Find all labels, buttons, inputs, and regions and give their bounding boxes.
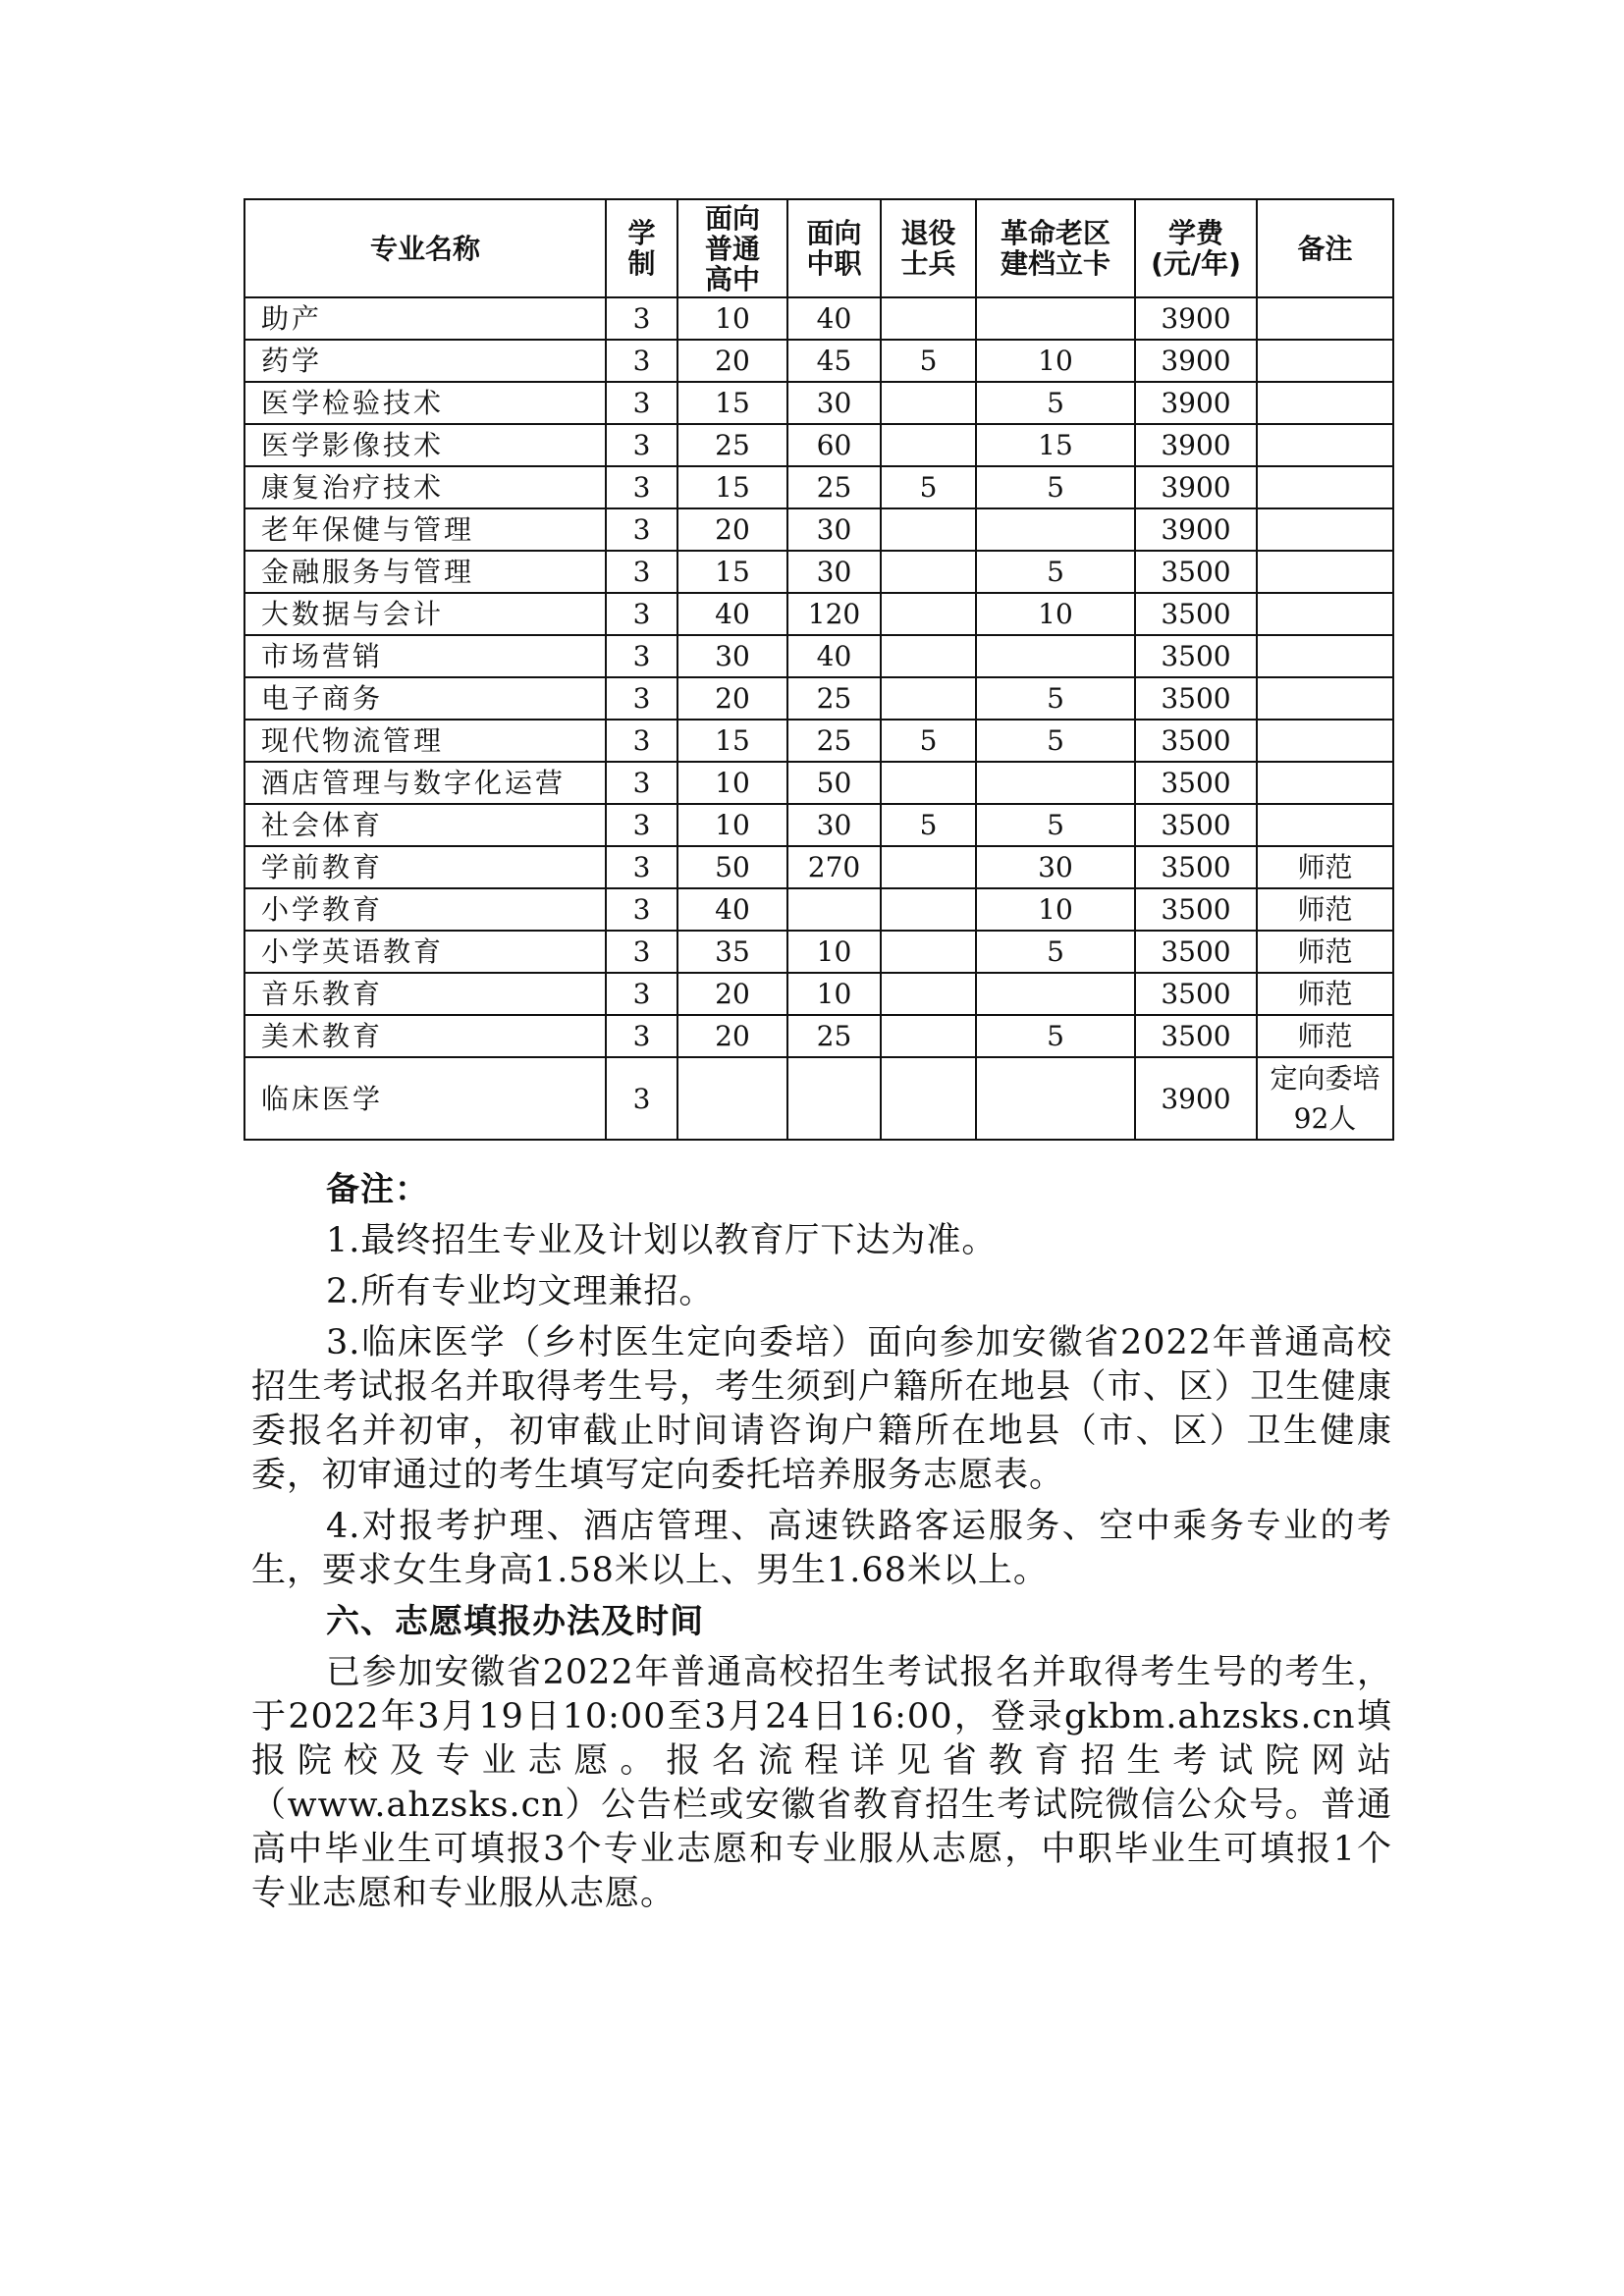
cell-remarks bbox=[1257, 466, 1393, 508]
cell-veterans bbox=[881, 762, 976, 804]
cell-years: 3 bbox=[606, 340, 677, 382]
cell-remarks: 师范 bbox=[1257, 931, 1393, 973]
cell-vocational: 30 bbox=[787, 551, 881, 593]
cell-veterans bbox=[881, 424, 976, 466]
table-row bbox=[244, 340, 1393, 382]
table-row bbox=[244, 635, 1393, 677]
cell-vocational: 270 bbox=[787, 846, 881, 888]
cell-vocational: 40 bbox=[787, 635, 881, 677]
note-item: 3.临床医学（乡村医生定向委培）面向参加安徽省2022年普通高校招生考试报名并取得考生号，考生须到户籍所在地县（市、区）卫生健康委报名并初审，初审截止时间请咨询户籍所在地县（市、区）卫生健康委，初审通过的考生填写定向委托培养服务志愿表。 bbox=[251, 1323, 1392, 1495]
cell-major-name: 金融服务与管理 bbox=[244, 551, 606, 593]
cell-veterans bbox=[881, 973, 976, 1015]
cell-general-high-school: 20 bbox=[677, 973, 787, 1015]
header-line: (元/年) bbox=[1151, 247, 1241, 280]
cell-remarks bbox=[1257, 762, 1393, 804]
cell-veterans bbox=[881, 888, 976, 931]
header-line: 退役 bbox=[900, 217, 956, 249]
cell-old-revolutionary-area: 30 bbox=[976, 846, 1135, 888]
header-line: 士兵 bbox=[900, 247, 956, 280]
cell-major-name: 电子商务 bbox=[244, 677, 606, 720]
cell-years: 3 bbox=[606, 931, 677, 973]
cell-years: 3 bbox=[606, 846, 677, 888]
cell-major-name: 学前教育 bbox=[244, 846, 606, 888]
header-remarks: 备注 bbox=[1257, 199, 1393, 297]
cell-major-name: 小学教育 bbox=[244, 888, 606, 931]
enrollment-plan-table bbox=[244, 198, 1394, 1141]
header-veterans bbox=[881, 199, 976, 297]
cell-major-name: 小学英语教育 bbox=[244, 931, 606, 973]
cell-veterans bbox=[881, 931, 976, 973]
cell-tuition: 3900 bbox=[1135, 1057, 1257, 1140]
note-item: 4.对报考护理、酒店管理、高速铁路客运服务、空中乘务专业的考生，要求女生身高1.58米以上、男生1.68米以上。 bbox=[251, 1507, 1392, 1590]
cell-veterans bbox=[881, 1057, 976, 1140]
cell-years: 3 bbox=[606, 297, 677, 340]
header-line: 普通 bbox=[704, 232, 760, 265]
cell-years: 3 bbox=[606, 804, 677, 846]
cell-major-name: 美术教育 bbox=[244, 1015, 606, 1057]
cell-general-high-school: 25 bbox=[677, 424, 787, 466]
cell-old-revolutionary-area: 10 bbox=[976, 593, 1135, 635]
cell-vocational: 30 bbox=[787, 382, 881, 424]
cell-veterans bbox=[881, 846, 976, 888]
cell-tuition: 3900 bbox=[1135, 424, 1257, 466]
cell-years: 3 bbox=[606, 593, 677, 635]
cell-tuition: 3500 bbox=[1135, 720, 1257, 762]
header-line: 中职 bbox=[806, 247, 862, 280]
header-major-name: 专业名称 bbox=[244, 199, 606, 297]
cell-vocational bbox=[787, 888, 881, 931]
cell-vocational: 10 bbox=[787, 973, 881, 1015]
cell-old-revolutionary-area bbox=[976, 1057, 1135, 1140]
cell-veterans bbox=[881, 635, 976, 677]
cell-years: 3 bbox=[606, 720, 677, 762]
cell-general-high-school: 10 bbox=[677, 762, 787, 804]
cell-remarks bbox=[1257, 677, 1393, 720]
cell-tuition: 3500 bbox=[1135, 762, 1257, 804]
header-years-line: 学 bbox=[627, 217, 656, 249]
cell-remarks bbox=[1257, 424, 1393, 466]
section-6-body: 已参加安徽省2022年普通高校招生考试报名并取得考生号的考生，于2022年3月19日10:00至3月24日16:00，登录gkbm.ahzsks.cn填报院校及专业志愿。报名流程详见省教育招生考试院网站（www.ahzsks.cn）公告栏或安徽省教育招生考试院微信公众号。普通高中毕业生可填报3个专业志愿和专业服从志愿，中职毕业生可填报1个专业志愿和专业服从志愿。 bbox=[251, 1653, 1392, 1913]
cell-tuition: 3500 bbox=[1135, 888, 1257, 931]
cell-years: 3 bbox=[606, 762, 677, 804]
cell-veterans: 5 bbox=[881, 804, 976, 846]
cell-veterans: 5 bbox=[881, 466, 976, 508]
table-row bbox=[244, 466, 1393, 508]
cell-old-revolutionary-area: 5 bbox=[976, 551, 1135, 593]
table-header-row bbox=[244, 199, 1393, 297]
cell-veterans: 5 bbox=[881, 340, 976, 382]
cell-veterans bbox=[881, 382, 976, 424]
table-row bbox=[244, 551, 1393, 593]
notes-section bbox=[251, 1168, 1392, 1923]
cell-old-revolutionary-area bbox=[976, 973, 1135, 1015]
header-vocational bbox=[787, 199, 881, 297]
table-row bbox=[244, 382, 1393, 424]
cell-vocational: 25 bbox=[787, 1015, 881, 1057]
cell-vocational: 50 bbox=[787, 762, 881, 804]
cell-years: 3 bbox=[606, 1015, 677, 1057]
cell-tuition: 3500 bbox=[1135, 846, 1257, 888]
header-general-high-school bbox=[677, 199, 787, 297]
cell-vocational: 60 bbox=[787, 424, 881, 466]
cell-general-high-school: 15 bbox=[677, 466, 787, 508]
table-row-clinical-medicine bbox=[244, 1057, 1393, 1140]
cell-years: 3 bbox=[606, 973, 677, 1015]
cell-tuition: 3900 bbox=[1135, 297, 1257, 340]
cell-tuition: 3900 bbox=[1135, 466, 1257, 508]
header-years-line: 制 bbox=[627, 247, 656, 280]
cell-general-high-school: 20 bbox=[677, 1015, 787, 1057]
cell-tuition: 3500 bbox=[1135, 593, 1257, 635]
table-row bbox=[244, 297, 1393, 340]
cell-veterans: 5 bbox=[881, 720, 976, 762]
cell-tuition: 3900 bbox=[1135, 508, 1257, 551]
cell-general-high-school: 35 bbox=[677, 931, 787, 973]
cell-old-revolutionary-area: 5 bbox=[976, 466, 1135, 508]
table-row bbox=[244, 677, 1393, 720]
cell-veterans bbox=[881, 508, 976, 551]
table-body bbox=[244, 297, 1393, 1140]
table-row bbox=[244, 593, 1393, 635]
cell-remarks bbox=[1257, 720, 1393, 762]
header-line: 面向 bbox=[704, 201, 760, 235]
cell-major-name: 社会体育 bbox=[244, 804, 606, 846]
table-row bbox=[244, 424, 1393, 466]
cell-general-high-school: 10 bbox=[677, 297, 787, 340]
cell-vocational: 25 bbox=[787, 466, 881, 508]
note-item: 2.所有专业均文理兼招。 bbox=[326, 1272, 715, 1311]
cell-years: 3 bbox=[606, 1057, 677, 1140]
cell-old-revolutionary-area: 5 bbox=[976, 720, 1135, 762]
cell-vocational: 40 bbox=[787, 297, 881, 340]
header-years bbox=[606, 199, 677, 297]
cell-general-high-school: 15 bbox=[677, 382, 787, 424]
cell-major-name: 市场营销 bbox=[244, 635, 606, 677]
cell-years: 3 bbox=[606, 888, 677, 931]
cell-general-high-school: 15 bbox=[677, 551, 787, 593]
cell-general-high-school: 20 bbox=[677, 508, 787, 551]
table-row bbox=[244, 846, 1393, 888]
table-row bbox=[244, 762, 1393, 804]
cell-tuition: 3900 bbox=[1135, 382, 1257, 424]
cell-remarks: 师范 bbox=[1257, 846, 1393, 888]
cell-general-high-school: 10 bbox=[677, 804, 787, 846]
cell-old-revolutionary-area: 5 bbox=[976, 382, 1135, 424]
cell-years: 3 bbox=[606, 635, 677, 677]
cell-tuition: 3500 bbox=[1135, 931, 1257, 973]
table-row bbox=[244, 973, 1393, 1015]
cell-old-revolutionary-area: 15 bbox=[976, 424, 1135, 466]
cell-vocational: 45 bbox=[787, 340, 881, 382]
cell-tuition: 3900 bbox=[1135, 340, 1257, 382]
cell-years: 3 bbox=[606, 424, 677, 466]
cell-remarks: 师范 bbox=[1257, 1015, 1393, 1057]
remark-line: 92人 bbox=[1293, 1102, 1357, 1135]
cell-old-revolutionary-area bbox=[976, 762, 1135, 804]
cell-general-high-school: 20 bbox=[677, 340, 787, 382]
cell-old-revolutionary-area: 5 bbox=[976, 804, 1135, 846]
cell-old-revolutionary-area: 5 bbox=[976, 1015, 1135, 1057]
header-line: 学费 bbox=[1167, 217, 1223, 249]
cell-remarks bbox=[1257, 593, 1393, 635]
cell-general-high-school: 15 bbox=[677, 720, 787, 762]
table-row bbox=[244, 508, 1393, 551]
cell-major-name: 音乐教育 bbox=[244, 973, 606, 1015]
cell-major-name: 康复治疗技术 bbox=[244, 466, 606, 508]
cell-years: 3 bbox=[606, 382, 677, 424]
cell-old-revolutionary-area bbox=[976, 635, 1135, 677]
table-row bbox=[244, 888, 1393, 931]
cell-vocational: 25 bbox=[787, 720, 881, 762]
cell-remarks bbox=[1257, 382, 1393, 424]
cell-vocational bbox=[787, 1057, 881, 1140]
note-item: 1.最终招生专业及计划以教育厅下达为准。 bbox=[326, 1221, 998, 1260]
cell-major-name: 现代物流管理 bbox=[244, 720, 606, 762]
cell-major-name: 酒店管理与数字化运营 bbox=[244, 762, 606, 804]
header-line: 建档立卡 bbox=[1000, 247, 1110, 280]
table-row bbox=[244, 720, 1393, 762]
cell-major-name: 助产 bbox=[244, 297, 606, 340]
cell-major-name: 医学检验技术 bbox=[244, 382, 606, 424]
cell-major-name: 大数据与会计 bbox=[244, 593, 606, 635]
cell-remarks: 师范 bbox=[1257, 888, 1393, 931]
cell-remarks bbox=[1257, 635, 1393, 677]
cell-veterans bbox=[881, 677, 976, 720]
cell-remarks bbox=[1257, 508, 1393, 551]
cell-years: 3 bbox=[606, 551, 677, 593]
notes-title: 备注： bbox=[326, 1170, 429, 1209]
cell-old-revolutionary-area bbox=[976, 297, 1135, 340]
remark-line: 定向委培 bbox=[1270, 1062, 1380, 1095]
table-row bbox=[244, 804, 1393, 846]
cell-tuition: 3500 bbox=[1135, 551, 1257, 593]
cell-veterans bbox=[881, 551, 976, 593]
header-line: 面向 bbox=[806, 217, 862, 249]
cell-general-high-school: 30 bbox=[677, 635, 787, 677]
cell-major-name: 医学影像技术 bbox=[244, 424, 606, 466]
cell-old-revolutionary-area: 5 bbox=[976, 931, 1135, 973]
section-6-title: 六、志愿填报办法及时间 bbox=[326, 1602, 704, 1641]
header-tuition bbox=[1135, 199, 1257, 297]
cell-tuition: 3500 bbox=[1135, 635, 1257, 677]
cell-remarks bbox=[1257, 804, 1393, 846]
cell-tuition: 3500 bbox=[1135, 1015, 1257, 1057]
cell-vocational: 30 bbox=[787, 508, 881, 551]
table-row bbox=[244, 931, 1393, 973]
cell-remarks bbox=[1257, 297, 1393, 340]
cell-general-high-school: 20 bbox=[677, 677, 787, 720]
cell-old-revolutionary-area: 10 bbox=[976, 888, 1135, 931]
cell-vocational: 25 bbox=[787, 677, 881, 720]
cell-years: 3 bbox=[606, 508, 677, 551]
cell-remarks bbox=[1257, 551, 1393, 593]
cell-vocational: 30 bbox=[787, 804, 881, 846]
cell-vocational: 10 bbox=[787, 931, 881, 973]
cell-old-revolutionary-area: 5 bbox=[976, 677, 1135, 720]
cell-general-high-school: 50 bbox=[677, 846, 787, 888]
cell-old-revolutionary-area bbox=[976, 508, 1135, 551]
cell-vocational: 120 bbox=[787, 593, 881, 635]
cell-major-name: 临床医学 bbox=[244, 1057, 606, 1140]
cell-years: 3 bbox=[606, 466, 677, 508]
header-line: 高中 bbox=[704, 262, 760, 295]
cell-general-high-school: 40 bbox=[677, 888, 787, 931]
header-line: 革命老区 bbox=[1000, 217, 1110, 249]
cell-general-high-school: 40 bbox=[677, 593, 787, 635]
cell-tuition: 3500 bbox=[1135, 804, 1257, 846]
cell-veterans bbox=[881, 297, 976, 340]
header-old-revolutionary-area bbox=[976, 199, 1135, 297]
cell-tuition: 3500 bbox=[1135, 677, 1257, 720]
cell-remarks: 师范 bbox=[1257, 973, 1393, 1015]
cell-major-name: 老年保健与管理 bbox=[244, 508, 606, 551]
cell-general-high-school bbox=[677, 1057, 787, 1140]
cell-old-revolutionary-area: 10 bbox=[976, 340, 1135, 382]
cell-tuition: 3500 bbox=[1135, 973, 1257, 1015]
cell-veterans bbox=[881, 593, 976, 635]
table-row bbox=[244, 1015, 1393, 1057]
cell-remarks bbox=[1257, 340, 1393, 382]
cell-remarks bbox=[1257, 1057, 1393, 1140]
cell-major-name: 药学 bbox=[244, 340, 606, 382]
cell-years: 3 bbox=[606, 677, 677, 720]
cell-veterans bbox=[881, 1015, 976, 1057]
